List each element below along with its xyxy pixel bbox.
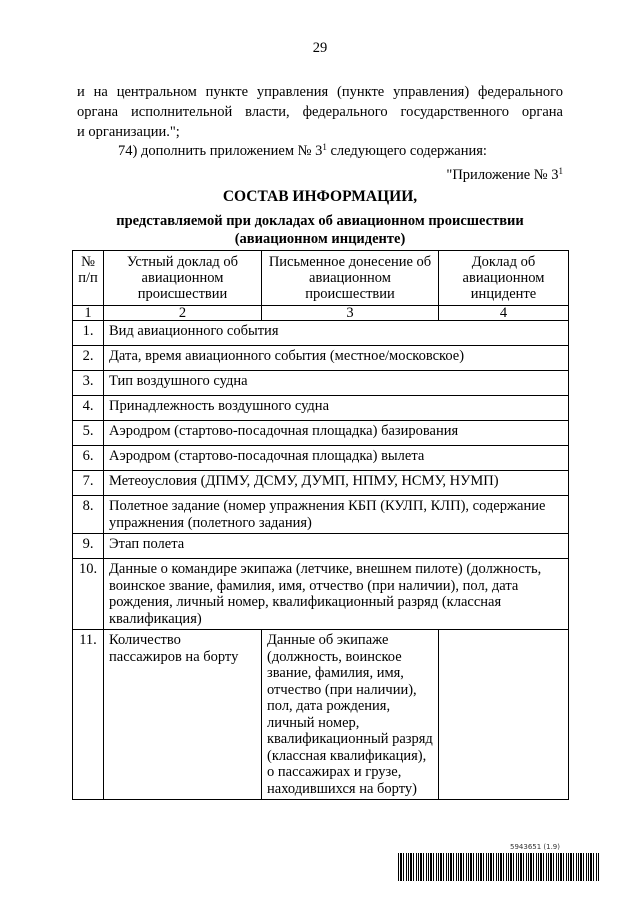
table-row: [73, 421, 569, 446]
table-row: [73, 321, 569, 346]
row-text: Этап полета: [104, 534, 569, 559]
row-text: Тип воздушного судна: [104, 371, 569, 396]
annex-reference: [446, 165, 563, 185]
row-number: 11.: [73, 630, 104, 800]
row11-incident-report-cell: [439, 630, 569, 800]
column-number: 3: [262, 306, 439, 321]
table-row: [73, 446, 569, 471]
row-text: Дата, время авиационного события (местное/московское): [104, 346, 569, 371]
header-written-report: Письменное донесение об авиационном происшествии: [262, 251, 439, 306]
barcode-code: 5943651 (1.9): [510, 843, 560, 851]
table-row: [73, 559, 569, 630]
amendment-point-74: [118, 141, 487, 161]
row-number: 2.: [73, 346, 104, 371]
intro-line-3: и организации.";: [77, 124, 180, 140]
annex-ref-text: "Приложение № 3: [446, 167, 559, 183]
header-oral-report: Устный доклад об авиационном происшествии: [104, 251, 262, 306]
row-text: Аэродром (стартово-посадочная площадка) базирования: [104, 421, 569, 446]
row-number: 3.: [73, 371, 104, 396]
intro-line-2: органа исполнительной власти, федерального государственного органа: [77, 104, 563, 120]
row-number: 8.: [73, 496, 104, 534]
row-text: Принадлежность воздушного судна: [104, 396, 569, 421]
document-title: СОСТАВ ИНФОРМАЦИИ,: [222, 188, 418, 205]
column-number: 2: [104, 306, 262, 321]
intro-line-1: и на центральном пункте управления (пункте управления) федерального: [77, 84, 563, 100]
row-number: 5.: [73, 421, 104, 446]
page-number: 29: [312, 40, 328, 56]
column-number-row: [73, 306, 569, 321]
table-row: [73, 534, 569, 559]
row-text: Аэродром (стартово-посадочная площадка) вылета: [104, 446, 569, 471]
column-number: 1: [73, 306, 104, 321]
point74-text-after: следующего содержания:: [326, 143, 487, 159]
row-text: Данные о командире экипажа (летчике, внешнем пилоте) (должность, воинское звание, фамилия, имя, отчество (при наличии), пол, дата рождения, личный номер, квалификационный разряд (классная квалификация): [104, 559, 569, 630]
row-number: 4.: [73, 396, 104, 421]
annex-ref-sup: 1: [558, 166, 563, 176]
row-text: Вид авиационного события: [104, 321, 569, 346]
header-number: № п/п: [73, 251, 104, 306]
document-subtitle: представляемой при докладах об авиационном происшествии (авиационном инциденте): [116, 213, 524, 247]
table-row: [73, 396, 569, 421]
point74-sup: 1: [322, 142, 327, 152]
table-header-row: [73, 251, 569, 306]
table-row: [73, 471, 569, 496]
barcode-image: [398, 853, 600, 881]
row11-oral-report-cell: Количество пассажиров на борту: [104, 630, 262, 800]
row-number: 10.: [73, 559, 104, 630]
row-number: 7.: [73, 471, 104, 496]
row-text: Полетное задание (номер упражнения КБП (КУЛП, КЛП), содержание упражнения (полетного задания): [104, 496, 569, 534]
row11-written-report-cell: Данные об экипаже (должность, воинское звание, фамилия, имя, отчество (при наличии), пол, дата рождения, личный номер, квалификационный разряд (классная квалификация), о пассажирах и грузе, находившихся на борту): [262, 630, 439, 800]
intro-paragraph: [77, 82, 563, 142]
point74-text: 74) дополнить приложением № 3: [118, 143, 323, 159]
row-text: Метеоусловия (ДПМУ, ДСМУ, ДУМП, НПМУ, НСМУ, НУМП): [104, 471, 569, 496]
row-number: 1.: [73, 321, 104, 346]
table-row: [73, 496, 569, 534]
table-row: [73, 371, 569, 396]
barcode-block: [398, 843, 600, 881]
table-row: [73, 346, 569, 371]
information-table: [72, 250, 569, 800]
row-number: 9.: [73, 534, 104, 559]
row-number: 6.: [73, 446, 104, 471]
table-row-11: [73, 630, 569, 800]
column-number: 4: [439, 306, 569, 321]
header-incident-report: Доклад об авиационном инциденте: [439, 251, 569, 306]
